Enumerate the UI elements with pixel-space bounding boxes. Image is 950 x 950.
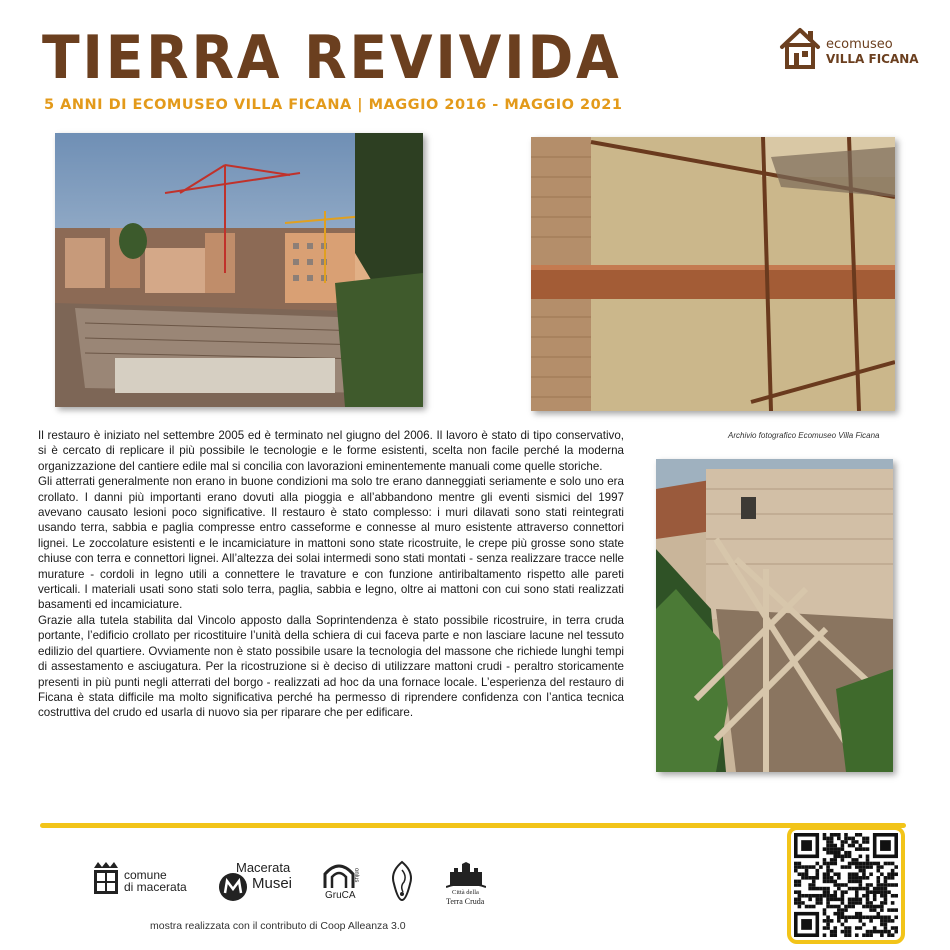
gruca-side: onlus bbox=[353, 868, 359, 883]
crest-icon bbox=[92, 862, 120, 896]
arch-icon bbox=[323, 862, 355, 890]
footer-note: mostra realizzata con il contributo di Coop Alleanza 3.0 bbox=[150, 920, 406, 932]
photo-collapsed-building bbox=[656, 459, 893, 772]
paragraph-2: Gli atterrati generalmente non erano in buone condizioni ma solo tre erano danneggiati seriamente e solo uno era crollato. I danni più importanti erano dovuti alla pioggia e all’abbandono mentre gli eventi sismici del 1997 avevano causato lesioni poco significative. Il restauro è stato complesso: i muri dilavati sono stati reintegrati usando terra, sabbia e paglia compresse entro casseforme e connesse al muro esistente attraverso connettori lignei. Le zoccolature esistenti e le incamiciature in mattoni sono state ricostruite, le crepe più grosse sono state chiuse con terra e connettori lignei. All’altezza dei solai intermedi sono stati montati - senza realizzare tracce nelle murature - cordoli in legno utili a connettere le travature e con funzione antiribaltamento rispetto alle pareti verticali. I materiali usati sono stati solo terra, paglia, sabbia e legno, oltre ai mattoni con cui sono stati realizzati basamenti ed incamiciature. bbox=[38, 475, 624, 612]
citta-line2: Terra Cruda bbox=[446, 897, 485, 906]
qr-code[interactable] bbox=[787, 826, 905, 944]
logo-line1: ecomuseo bbox=[826, 37, 893, 52]
logo-line2: VILLA FICANA bbox=[826, 52, 919, 66]
paragraph-1: Il restauro è iniziato nel settembre 2005 ed è terminato nel giugno del 2006. Il lavoro è stato di tipo conservativo, si è cercato di replicare il più possibile le tecnologie e le forme esistenti, scelta non facile perché la moderna organizzazione del cantiere edile mal si concilia con lavorazioni eminentemente manuali come quelle storiche. bbox=[38, 429, 624, 473]
gruca-logo[interactable] bbox=[323, 862, 363, 904]
castle-icon bbox=[446, 860, 486, 888]
citta-terra-cruda-logo[interactable] bbox=[444, 860, 494, 910]
house-logo-icon bbox=[778, 25, 822, 71]
violin-emblem-logo[interactable] bbox=[388, 860, 416, 907]
page-title: TIERRA REVIVIDA bbox=[42, 23, 622, 93]
musei-m-icon bbox=[218, 872, 248, 902]
article-body bbox=[38, 428, 624, 721]
paragraph-3: Grazie alla tutela stabilita dal Vincolo apposto dalla Soprintendenza è stato possibile ricostruire, in terra cruda portante, l’edificio crollato per ricostituire l’unità della schiera di cui faceva parte e non lasciare lacune nel tessuto edilizio del quartiere. Ovviamente non è stato possibile usare la tecnologia del massone che richiede lunghi tempi di assestamento e asciugatura. Per la ricostruzione si è deciso di utilizzare mattoni crudi - peraltro storicamente presenti in più punti negli atterrati del borgo - realizzati ad hoc da una fornace locale. L’esperienza del restauro di Ficana è stata difficile ma molto significativa perché ha permesso di riprendere confidenza con l’antica tecnica costruttiva del crudo ed usarla di nuovo sia per riparare che per edificare. bbox=[38, 613, 624, 720]
photo-wall-scaffolding bbox=[531, 137, 895, 411]
accent-divider bbox=[40, 823, 906, 828]
page-subtitle: 5 ANNI DI ECOMUSEO VILLA FICANA | MAGGIO 2016 - MAGGIO 2021 bbox=[44, 97, 623, 113]
gruca-label: GruCA bbox=[325, 890, 356, 901]
musei-line2: Musei bbox=[252, 875, 293, 892]
qr-code-icon bbox=[794, 833, 898, 937]
photo-cityscape bbox=[55, 133, 423, 407]
ecomuseo-logo[interactable] bbox=[778, 25, 919, 77]
citta-line1: Città della bbox=[452, 889, 479, 896]
comune-line2: di macerata bbox=[124, 880, 187, 894]
violin-emblem-icon bbox=[388, 860, 416, 902]
musei-line1: Macerata bbox=[236, 860, 291, 875]
macerata-musei-logo[interactable] bbox=[218, 860, 298, 905]
photo-caption: Archivio fotografico Ecomuseo Villa Ficana bbox=[728, 431, 880, 440]
comune-line1: comune bbox=[124, 868, 167, 882]
